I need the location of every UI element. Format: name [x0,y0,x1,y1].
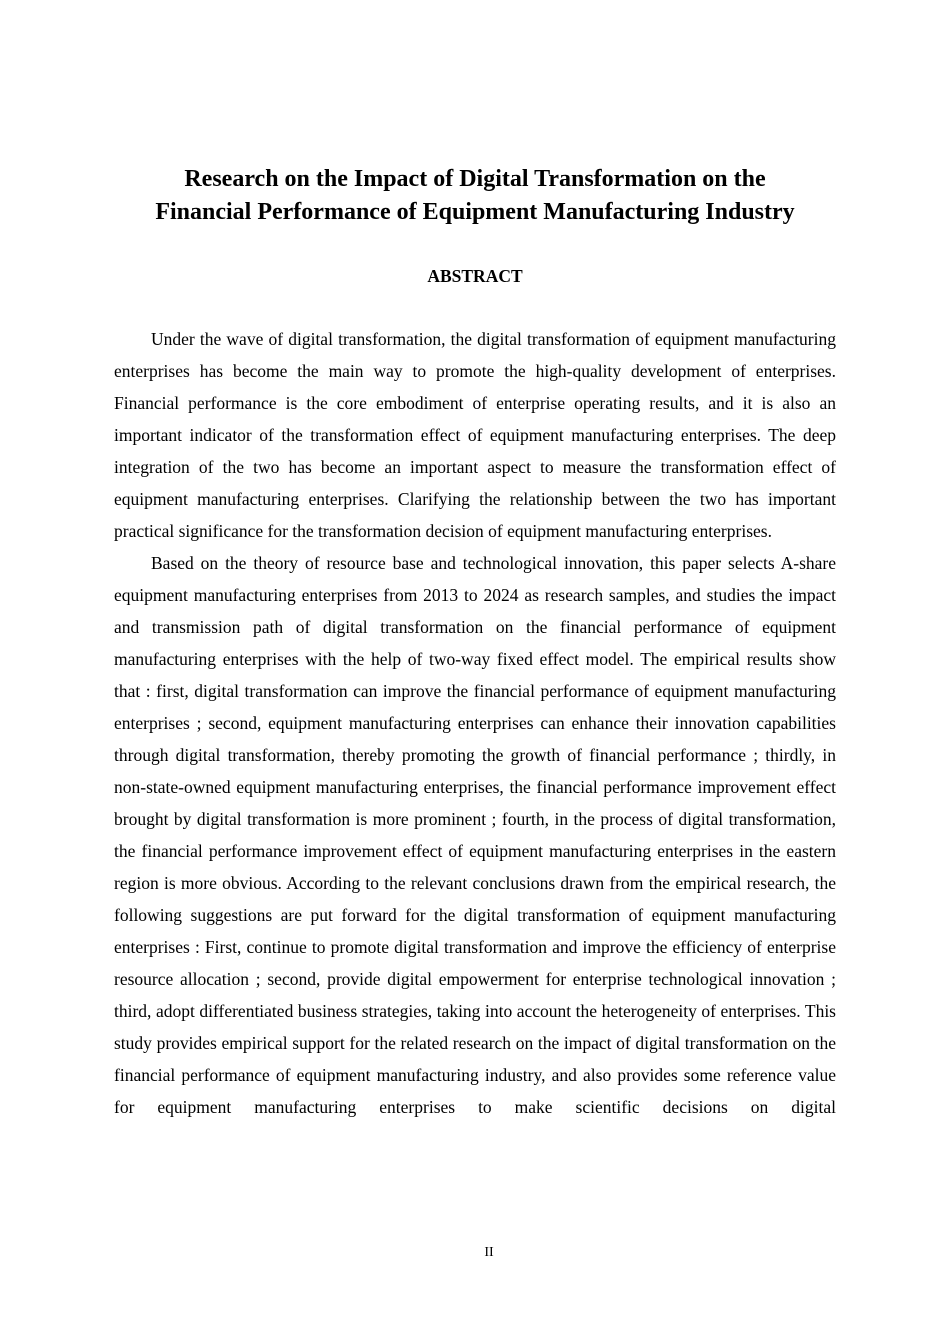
title-line-2: Financial Performance of Equipment Manufacturing Industry [155,199,795,225]
title-line-1: Research on the Impact of Digital Transformation on the [184,166,766,192]
abstract-paragraph-1: Under the wave of digital transformation, the digital transformation of equipment manufacturing enterprises has become the main way to promote the high-quality development of enterprises. Financial performance is the core embodiment of enterprise operating results, and it is also an important indicator of the transformation effect of equipment manufacturing enterprises. The deep integration of the two has become an important aspect to measure the transformation effect of equipment manufacturing enterprises. Clarifying the relationship between the two has important practical significance for the transformation decision of equipment manufacturing enterprises. [114,329,836,541]
page-number: II [484,1245,494,1260]
abstract-paragraph-2: Based on the theory of resource base and technological innovation, this paper selects A-share equipment manufacturing enterprises from 2013 to 2024 as research samples, and studies the impact and transmission path of digital transformation on the financial performance of equipment manufacturing enterprises with the help of two-way fixed effect model. The empirical results show that : first, digital transformation can improve the financial performance of equipment manufacturing enterprises ; second, equipment manufacturing enterprises can enhance their innovation capabilities through digital transformation, thereby promoting the growth of financial performance ; thirdly, in non-state-owned equipment manufacturing enterprises, the financial performance improvement effect brought by digital transformation is more prominent ; fourth, in the process of digital transformation, the financial performance improvement effect of equipment manufacturing enterprises in the eastern region is more obvious. According to the relevant conclusions drawn from the empirical research, the following suggestions are put forward for the digital transformation of equipment manufacturing enterprises : First, continue to promote digital transformation and improve the efficiency of enterprise resource allocation ; second, provide digital empowerment for enterprise technological innovation ; third, adopt differentiated business strategies, taking into account the heterogeneity of enterprises. This study provides empirical support for the related research on the impact of digital transformation on the financial performance of equipment manufacturing industry, and also provides some reference value for equipment manufacturing enterprises to make scientific decisions on digital [114,553,836,1117]
abstract-body [114,323,836,1123]
abstract-heading: ABSTRACT [427,266,523,286]
document-title [100,163,850,229]
